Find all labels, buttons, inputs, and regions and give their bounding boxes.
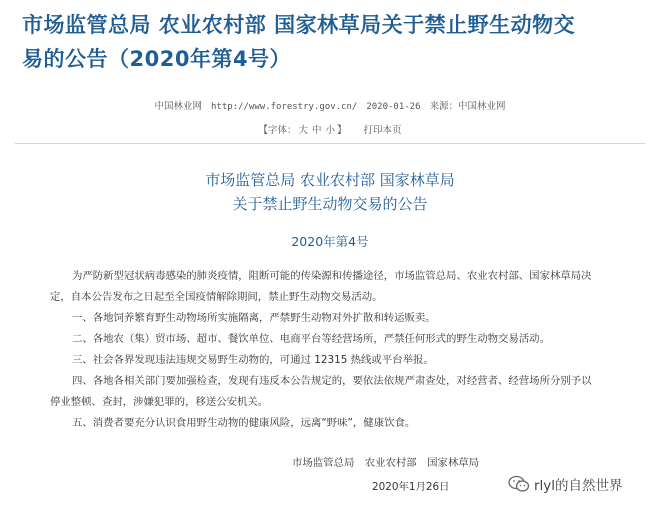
article-meta [0, 98, 660, 112]
watermark-text: rlyl的自然世界 [534, 478, 623, 494]
signature-date: 2020年1月26日 [372, 481, 450, 493]
wechat-icon [508, 475, 530, 493]
page-title-line-2: 易的公告（2020年第4号） [22, 47, 292, 71]
signature-agencies: 市场监管总局 农业农村部 国家林草局 [292, 457, 480, 469]
paragraph-item-4-line-2: 停业整顿、查封，涉嫌犯罪的，移送公安机关。 [50, 396, 269, 408]
article-toolbar [0, 122, 660, 136]
font-size-label-close: 】 [337, 125, 347, 136]
paragraph-item-3: 三、社会各界发现违法违规交易野生动物的，可通过 12315 热线或平台举报。 [72, 354, 434, 366]
source-label: 来源：中国林业网 [429, 101, 506, 112]
header-divider [15, 143, 645, 144]
font-size-label: 【字体： [258, 125, 297, 136]
publish-date: 2020-01-26 [366, 102, 421, 112]
document-number: 2020年第4号 [291, 234, 369, 249]
font-size-medium-button[interactable]: 中 [311, 125, 322, 136]
paragraph-item-5: 五、消费者要充分认识食用野生动物的健康风险，远离“野味”，健康饮食。 [72, 417, 416, 429]
document-title-line-2: 关于禁止野生动物交易的公告 [232, 195, 428, 213]
document-title-line-1: 市场监管总局 农业农村部 国家林草局 [205, 171, 455, 189]
font-size-small-button[interactable]: 小 [325, 125, 335, 136]
source-url[interactable]: http://www.forestry.gov.cn/ [210, 102, 358, 112]
page-title-line-1: 市场监管总局 农业农村部 国家林草局关于禁止野生动物交 [22, 13, 576, 37]
paragraph-item-4-line-1: 四、各地各相关部门要加强检查，发现有违反本公告规定的，要依法依规严肃查处，对经营者、经营场所分别予以 [72, 375, 592, 387]
font-size-large-button[interactable]: 大 [298, 125, 308, 136]
paragraph-item-1: 一、各地饲养繁育野生动物场所实施隔离，严禁野生动物对外扩散和转运贩卖。 [72, 312, 436, 324]
source-site: 中国林业网 [154, 101, 202, 112]
page-title [22, 8, 642, 76]
paragraph-intro-line-1: 为严防新型冠状病毒感染的肺炎疫情，阻断可能的传染源和传播途径，市场监管总局、农业农村部、国家林草局决 [72, 270, 592, 282]
wechat-watermark [508, 474, 623, 494]
paragraph-item-2: 二、各地农（集）贸市场、超市、餐饮单位、电商平台等经营场所，严禁任何形式的野生动物交易活动。 [72, 333, 550, 345]
print-button[interactable]: 打印本页 [363, 125, 402, 136]
paragraph-intro-line-2: 定，自本公告发布之日起至全国疫情解除期间，禁止野生动物交易活动。 [50, 291, 383, 303]
